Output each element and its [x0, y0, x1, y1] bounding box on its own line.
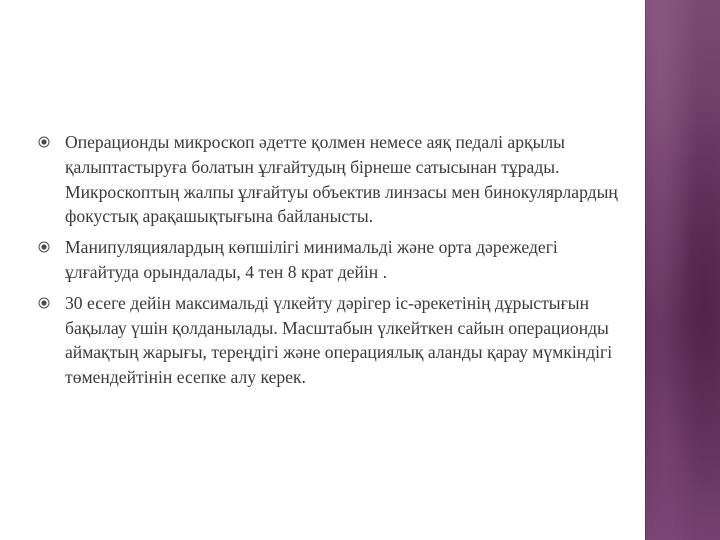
decorative-side-panel — [641, 0, 720, 540]
bullet-item — [38, 235, 628, 285]
side-panel-divider-shadow — [645, 0, 646, 540]
bullet-text: Операционды микроскоп әдетте қолмен немесе аяқ педалі арқылы қалыптастыруға болатын ұлғайтудың бірнеше сатысынан тұрады. Микроскоптың жалпы ұлғайтуы объектив линзасы мен бинокулярлардың фокустық арақашықтығына байланысты. — [65, 132, 618, 227]
bullet-text: 30 есеге дейін максимальді үлкейту дәрігер іс-әрекетінің дұрыстығын бақылау үшін қолданылады. Масштабын үлкейткен сайын операционды аймақтың жарығы, тереңдігі және операциялық аланды қарау мүмкіндігі төмендейтінін есепке алу керек. — [65, 292, 613, 388]
circled-dot-icon — [38, 297, 50, 309]
bullet-item — [38, 291, 628, 390]
bullet-text: Манипуляциялардың көпшілігі минимальді және орта дәрежедегі ұлғайтуда орындалады, 4 тен 8 крат дейін . — [65, 237, 558, 282]
bullet-list — [38, 130, 628, 390]
circled-dot-icon — [38, 136, 50, 148]
bullet-item — [38, 130, 628, 229]
slide-content — [38, 130, 628, 396]
circled-dot-icon — [38, 241, 50, 253]
